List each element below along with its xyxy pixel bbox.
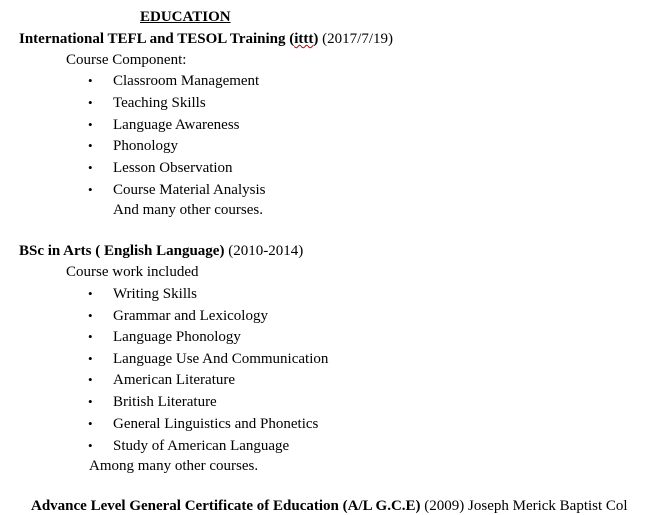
bullet-icon: • (88, 95, 93, 110)
bsc-degree-title: BSc in Arts ( English Language) (19, 243, 225, 259)
bsc-tail-note: Among many other courses. (89, 458, 259, 474)
bsc-degree-date: (2010-2014) (224, 243, 304, 259)
tefl-item: Course Material Analysis (113, 182, 266, 198)
tefl-item: Phonology (113, 138, 179, 154)
bullet-icon: • (88, 351, 93, 366)
bsc-item: General Linguistics and Phonetics (113, 416, 319, 432)
bullet-icon: • (88, 308, 93, 323)
bullet-icon: • (88, 438, 93, 453)
bullet-icon: • (88, 160, 93, 175)
bsc-item: Language Phonology (113, 329, 241, 345)
bullet-icon: • (88, 416, 93, 431)
bullet-icon: • (88, 372, 93, 387)
bullet-icon: • (88, 73, 93, 88)
tefl-item: Teaching Skills (113, 95, 206, 111)
bsc-item: British Literature (113, 394, 217, 410)
bsc-item: Writing Skills (113, 286, 197, 302)
bullet-icon: • (88, 182, 93, 197)
bullet-icon: • (88, 286, 93, 301)
bsc-degree-line (19, 242, 303, 260)
tefl-degree-title-post: ) (313, 31, 319, 47)
tefl-item: Language Awareness (113, 117, 240, 133)
bsc-subtitle: Course work included (66, 264, 199, 280)
al-degree-title: Advance Level General Certificate of Education (A/L G.C.E) (31, 498, 421, 514)
bsc-item: Language Use And Communication (113, 351, 329, 367)
tefl-degree-line (19, 30, 393, 48)
bullet-icon: • (88, 117, 93, 132)
bsc-item: American Literature (113, 372, 236, 388)
bullet-icon: • (88, 394, 93, 409)
tefl-item: Classroom Management (113, 73, 260, 89)
tefl-degree-title-pre: International TEFL and TESOL Training ( (19, 31, 295, 47)
tefl-tail-note: And many other courses. (113, 202, 263, 218)
tefl-item: Lesson Observation (113, 160, 233, 176)
al-degree-detail: (2009) Joseph Merick Baptist Col (420, 498, 628, 514)
bsc-item: Grammar and Lexicology (113, 308, 268, 324)
bsc-item: Study of American Language (113, 438, 290, 454)
bullet-icon: • (88, 138, 93, 153)
tefl-degree-date: (2017/7/19) (318, 31, 393, 47)
al-degree-line (31, 497, 628, 515)
bullet-icon: • (88, 329, 93, 344)
tefl-degree-title-ittt: ittt (294, 31, 314, 47)
tefl-subtitle: Course Component: (66, 52, 187, 68)
education-heading: EDUCATION (140, 9, 231, 25)
